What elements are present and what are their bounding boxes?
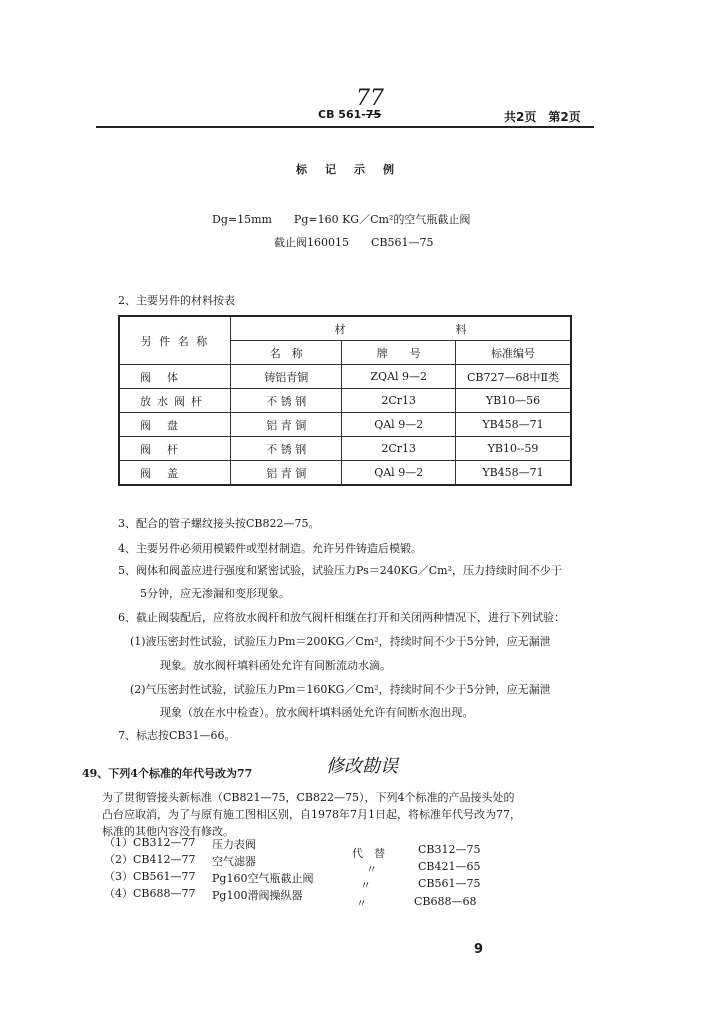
part-cell: 阀杆 xyxy=(119,437,231,461)
name-cell: 不 锈 钢 xyxy=(231,437,342,461)
code-prefix: CB 561- xyxy=(318,108,366,121)
list-item-no: （4）CB688—77 xyxy=(104,887,196,900)
grade-cell: 2Cr13 xyxy=(342,389,456,413)
page-count: 共2页 第2页 xyxy=(504,110,581,124)
item-6-1-line-2: 现象。放水阀杆填料函处允许有间断流动水滴。 xyxy=(160,659,391,672)
list-item-old: CB688—68 xyxy=(414,895,477,908)
header-grade: 牌 号 xyxy=(342,341,456,365)
list-item-name: 压力表阀 xyxy=(212,838,256,851)
header-material: 材 料 xyxy=(231,316,571,341)
standard-cell: CB727—68中Ⅱ类 xyxy=(455,365,571,389)
example-line-2: 截止阀160015 CB561—75 xyxy=(274,236,434,249)
grade-cell: QAl 9—2 xyxy=(342,413,456,437)
name-cell: 铸铝青铜 xyxy=(231,365,342,389)
table-row xyxy=(119,389,571,413)
part-cell: 阀盘 xyxy=(119,413,231,437)
part-cell: 阀体 xyxy=(119,365,231,389)
list-item-old: CB421—65 xyxy=(418,860,481,873)
grade-cell: 2Cr13 xyxy=(342,437,456,461)
list-item-no: （1）CB312—77 xyxy=(104,836,196,849)
item-6-2-line-1: (2)气压密封性试验，试验压力Pm＝160KG／Cm²，持续时间不少于5分钟，应无漏泄 xyxy=(130,683,551,696)
table-row xyxy=(119,437,571,461)
item-3: 3、配合的管子螺纹接头按CB822—75。 xyxy=(118,517,320,530)
grade-cell: QAl 9—2 xyxy=(342,461,456,486)
table-row xyxy=(119,461,571,486)
name-cell: 铝 青 铜 xyxy=(231,413,342,437)
standard-cell: YB10—56 xyxy=(455,389,571,413)
standard-cell: YB458—71 xyxy=(455,413,571,437)
list-item-old: CB312—75 xyxy=(418,843,481,856)
list-item-name: Pg160空气瓶截止阀 xyxy=(212,872,314,885)
list-item-mark: 〃 xyxy=(360,879,371,892)
name-cell: 铝 青 铜 xyxy=(231,461,342,486)
list-item-no: （2）CB412—77 xyxy=(104,853,196,866)
note-49-para-2: 凸台应取消，为了与原有施工图相区别，自1978年7月1日起，将标准年代号改为77， xyxy=(102,808,521,821)
list-item-name: Pg100滑阀操纵器 xyxy=(212,889,303,902)
table-row xyxy=(119,413,571,437)
struck-year: 75 xyxy=(365,108,382,121)
handwritten-year: 77 xyxy=(356,86,384,111)
header-rule xyxy=(96,126,594,128)
header-part-name: 另 件 名 称 xyxy=(119,316,231,365)
item-5-line-2: 5分钟，应无渗漏和变形现象。 xyxy=(140,587,290,600)
note-49-para-3: 标准的其他内容没有修改。 xyxy=(102,825,234,838)
item-6: 6、截止阀装配后，应将放水阀杆和放气阀杆相继在打开和关闭两种情况下，进行下列试验： xyxy=(118,611,565,624)
standard-cell: YB10--59 xyxy=(455,437,571,461)
item-4: 4、主要另件必须用模锻件或型材制造。允许另件铸造后模锻。 xyxy=(118,542,422,555)
section-title: 标记示例 xyxy=(296,163,412,176)
header-standard: 标准编号 xyxy=(455,341,571,365)
handwritten-correction: 修改勘误 xyxy=(326,756,398,777)
part-cell: 放水阀杆 xyxy=(119,389,231,413)
item-2: 2、主要另件的材料按表 xyxy=(118,294,235,307)
page-number: 9 xyxy=(474,942,484,957)
list-item-old: CB561—75 xyxy=(418,877,481,890)
list-item-mark: 〃 xyxy=(356,897,367,910)
item-6-2-line-2: 现象（放在水中检查）。放水阀杆填料函处允许有间断水泡出现。 xyxy=(160,706,474,719)
header-name: 名 称 xyxy=(231,341,342,365)
note-49-para-1: 为了贯彻管接头新标准（CB821—75，CB822—75），下列4个标准的产品接头处的 xyxy=(102,791,515,804)
materials-table xyxy=(118,315,572,486)
list-item-no: （3）CB561—77 xyxy=(104,870,196,883)
name-cell: 不 锈 钢 xyxy=(231,389,342,413)
item-7: 7、标志按CB31—66。 xyxy=(118,729,236,742)
part-cell: 阀盖 xyxy=(119,461,231,486)
example-line-1: Dg=15mm Pg=160 KG／Cm²的空气瓶截止阀 xyxy=(212,213,471,226)
item-5-line-1: 5、阀体和阀盖应进行强度和紧密试验，试验压力Ps＝240KG／Cm²，压力持续时间不少于 xyxy=(118,564,563,577)
item-6-1-line-1: (1)液压密封性试验，试验压力Pm＝200KG／Cm²，持续时间不少于5分钟，应无漏泄 xyxy=(130,635,551,648)
list-item-name: 空气滤器 xyxy=(212,855,256,868)
note-49-title: 49、下列4个标准的年代号改为77 xyxy=(82,767,253,780)
list-item-mark: 〃 xyxy=(366,863,377,876)
grade-cell: ZQAl 9—2 xyxy=(342,365,456,389)
replace-label: 代 替 xyxy=(352,847,385,860)
table-row xyxy=(119,365,571,389)
standard-cell: YB458—71 xyxy=(455,461,571,486)
